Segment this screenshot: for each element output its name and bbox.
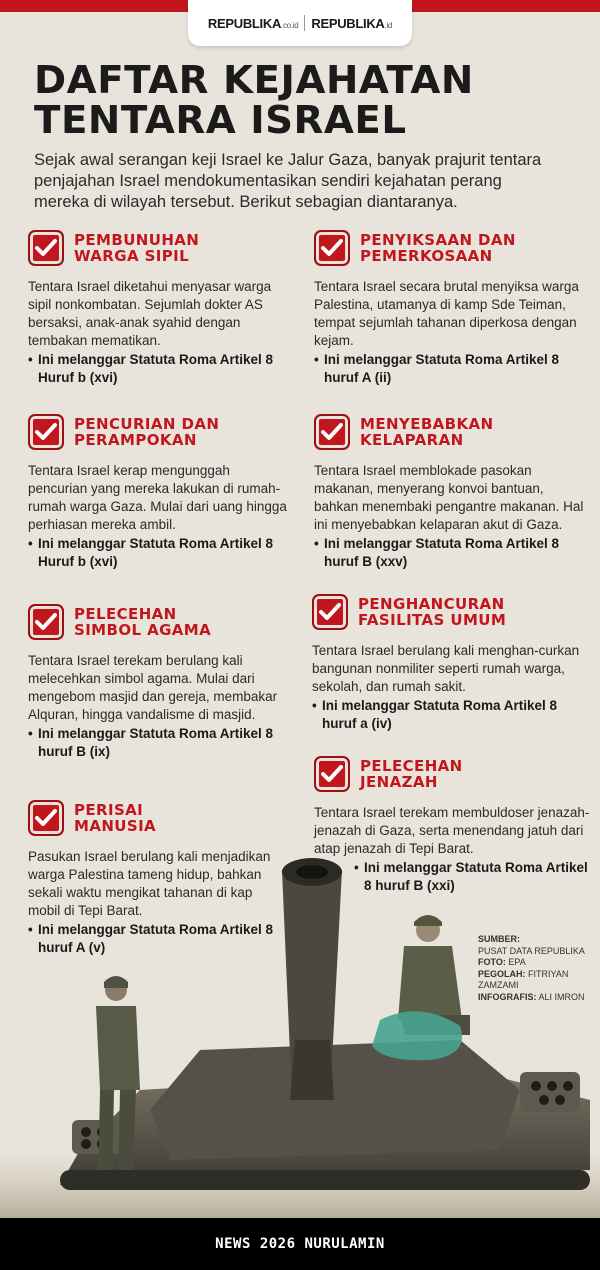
crime-violation: • Ini melanggar Statuta Roma Artikel 8 huruf B (ix): [28, 725, 284, 761]
checkbox-check-icon: [314, 414, 350, 450]
brand-logo-right: REPUBLIKA.id: [311, 15, 393, 31]
crime-heading: PENYIKSAAN DAN PEMERKOSAAN: [360, 231, 516, 265]
footer-text: NEWS 2026 NURULAMIN: [215, 1236, 385, 1252]
crime-description: Tentara Israel terekam berulang kali melecehkan simbol agama. Mulai dari mengebom masjid dan gereja, membakar Alquran, hingga vandalisme di masjid.: [28, 653, 278, 722]
publisher-logo[interactable]: [188, 0, 412, 46]
crime-heading: PENGHANCURAN FASILITAS UMUM: [358, 595, 507, 629]
crime-heading: PENCURIAN DAN PERAMPOKAN: [74, 415, 220, 449]
crime-heading: PERISAI MANUSIA: [74, 801, 157, 835]
checkbox-check-icon: [314, 230, 350, 266]
crime-item-pembunuhan: [28, 230, 290, 387]
crime-heading: PELECEHAN SIMBOL AGAMA: [74, 605, 212, 639]
crime-heading: PELECEHAN JENAZAH: [360, 757, 463, 791]
title-line-1: DAFTAR KEJAHATAN: [34, 58, 474, 102]
crime-item-fasilitas-umum: [312, 594, 582, 733]
crime-item-penyiksaan: [314, 230, 582, 387]
crime-heading: MENYEBABKAN KELAPARAN: [360, 415, 494, 449]
crime-violation: • Ini melanggar Statuta Roma Artikel 8 huruf A (ii): [314, 351, 582, 387]
title-line-2: TENTARA ISRAEL: [34, 98, 407, 142]
crime-description: Tentara Israel diketahui menyasar warga sipil nonkombatan. Sejumlah dokter AS bersaksi, anak-anak syahid dengan tembakan mematikan.: [28, 279, 272, 348]
crime-description: Tentara Israel secara brutal menyiksa warga Palestina, utamanya di kamp Sde Teiman, tempat sejumlah tahanan diperkosa dengan kejam.: [314, 279, 579, 348]
crime-violation: • Ini melanggar Statuta Roma Artikel 8 huruf B (xxi): [354, 859, 594, 895]
checkbox-check-icon: [28, 604, 64, 640]
crime-description: Tentara Israel kerap mengunggah pencurian yang mereka lakukan di rumah-rumah warga Gaza. Mulai dari uang hingga perhiasan mereka ambil.: [28, 463, 287, 532]
tank-photo-illustration: [0, 850, 600, 1218]
crime-item-pencurian: [28, 414, 290, 571]
crime-description: Tentara Israel memblokade pasokan makanan, menyerang konvoi bantuan, bahkan menembaki pengantre makanan. Hal ini menyebabkan kelaparan akut di Gaza.: [314, 463, 584, 532]
crime-description: Tentara Israel berulang kali menghan-curkan bangunan nonmiliter seperti rumah warga, sekolah, dan rumah sakit.: [312, 643, 580, 694]
crime-item-simbol-agama: [28, 604, 284, 761]
crime-violation: • Ini melanggar Statuta Roma Artikel 8 huruf B (xxv): [314, 535, 590, 571]
footer-bar: [0, 1218, 600, 1270]
crime-item-kelaparan: [314, 414, 590, 571]
checkbox-check-icon: [314, 756, 350, 792]
crime-item-jenazah: [314, 756, 594, 895]
checkbox-check-icon: [28, 800, 64, 836]
crime-violation: • Ini melanggar Statuta Roma Artikel 8 Huruf b (xvi): [28, 535, 290, 571]
brand-logo-left: REPUBLIKA.co.id: [207, 15, 299, 31]
page-title: [34, 60, 585, 140]
intro-paragraph: Sejak awal serangan keji Israel ke Jalur Gaza, banyak prajurit tentara penjajahan Israel mendokumentasikan sendiri kejahatan perang mereka di wilayah tersebut. Berikut sebagian diantaranya.: [34, 151, 542, 211]
crime-description: Tentara Israel terekam membuldoser jenazah-jenazah di Gaza, serta menendang jatuh dari atap jenazah di Tepi Barat.: [314, 805, 590, 856]
checkbox-check-icon: [28, 414, 64, 450]
crime-description: Pasukan Israel berulang kali menjadikan warga Palestina tameng hidup, bahkan sekali waktu mengikat tahanan di kap mobil di Tepi Barat.: [28, 849, 271, 918]
crime-violation: • Ini melanggar Statuta Roma Artikel 8 huruf A (v): [28, 921, 284, 957]
logo-divider: [304, 15, 305, 31]
checkbox-check-icon: [28, 230, 64, 266]
crime-heading: PEMBUNUHAN WARGA SIPIL: [74, 231, 200, 265]
credits-block: SUMBER: PUSAT DATA REPUBLIKA FOTO: EPA PEGOLAH: FITRIYAN ZAMZAMI INFOGRAFIS: ALI IMRON: [478, 934, 585, 1002]
crime-violation: • Ini melanggar Statuta Roma Artikel 8 huruf a (iv): [312, 697, 582, 733]
checkbox-check-icon: [312, 594, 348, 630]
crime-violation: • Ini melanggar Statuta Roma Artikel 8 Huruf b (xvi): [28, 351, 290, 387]
